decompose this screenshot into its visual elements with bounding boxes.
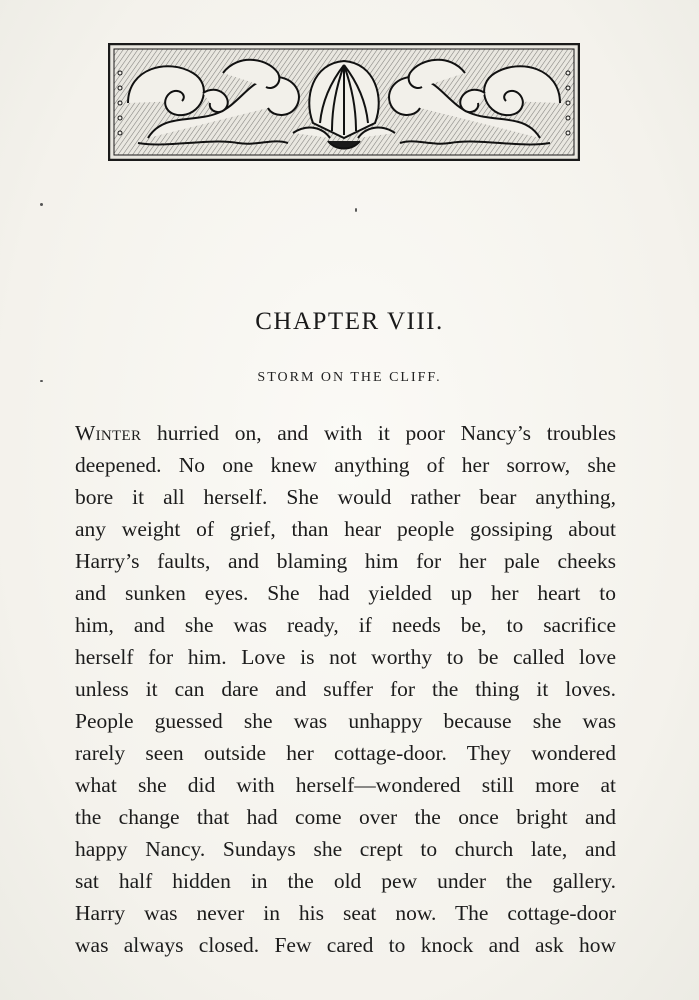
- chapter-title: CHAPTER VIII.: [255, 308, 444, 335]
- body-line-10: People guessed she was unhappy because she was: [75, 709, 616, 733]
- body-line-13: the change that had come over the once bright and: [75, 805, 616, 829]
- chapter-body: [75, 417, 616, 961]
- body-line-1-rest: hurried on, and with it poor Nancy’s troubles: [141, 421, 616, 445]
- body-line-6: and sunken eyes. She had yielded up her heart to: [75, 581, 616, 605]
- body-line-2: deepened. No one knew anything of her sorrow, she: [75, 453, 616, 477]
- body-line-14: happy Nancy. Sundays she crept to church late, and: [75, 837, 616, 861]
- paper-speck: [40, 380, 43, 382]
- body-line-16: Harry was never in his seat now. The cottage-door: [75, 901, 616, 925]
- first-word: Winter: [75, 421, 142, 445]
- body-line-4: any weight of grief, than hear people gossiping about: [75, 517, 616, 541]
- body-line-11: rarely seen outside her cottage-door. They wondered: [75, 741, 616, 765]
- body-line-15: sat half hidden in the old pew under the gallery.: [75, 869, 616, 893]
- body-line-17: was always closed. Few cared to knock and ask how: [75, 933, 616, 957]
- body-line-3: bore it all herself. She would rather bear anything,: [75, 485, 616, 509]
- floral-headpiece-icon: [108, 43, 580, 161]
- body-line-8: herself for him. Love is not worthy to be called love: [75, 645, 616, 669]
- paper-speck: [40, 203, 43, 206]
- body-line-5: Harry’s faults, and blaming him for her pale cheeks: [75, 549, 616, 573]
- paper-speck: [355, 208, 357, 212]
- body-line-7: him, and she was ready, if needs be, to sacrifice: [75, 613, 616, 637]
- body-line-9: unless it can dare and suffer for the thing it loves.: [75, 677, 616, 701]
- chapter-subtitle: STORM ON THE CLIFF.: [257, 370, 442, 385]
- body-line-12: what she did with herself—wondered still more at: [75, 773, 616, 797]
- body-line-1: [75, 417, 616, 449]
